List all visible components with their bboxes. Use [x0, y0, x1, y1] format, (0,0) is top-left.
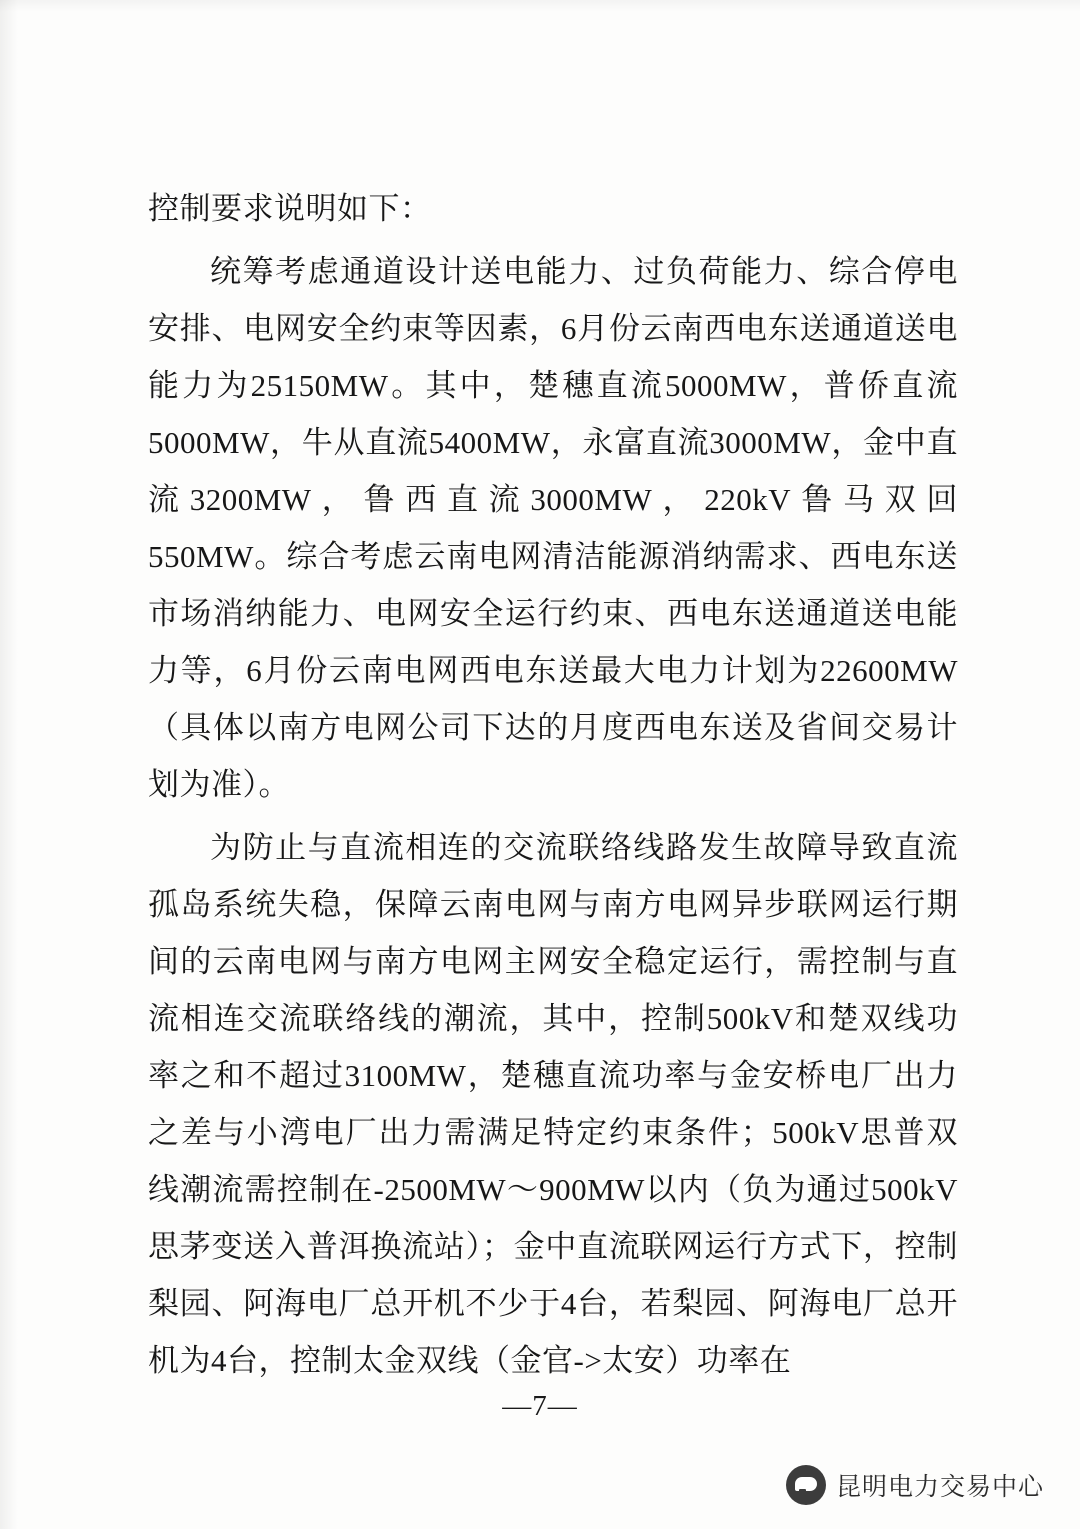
- publisher-stamp: [786, 1465, 1044, 1505]
- page-left-shadow: [0, 0, 18, 1529]
- document-body: [148, 180, 958, 1395]
- paragraph-intro: 控制要求说明如下：: [148, 191, 432, 226]
- page-number: —7—: [502, 1390, 578, 1422]
- page-top-shadow: [0, 0, 1080, 12]
- paragraph-capacity: 统筹考虑通道设计送电能力、过负荷能力、综合停电安排、电网安全约束等因素，6月份云南西电东送通道送电能力为25150MW。其中，楚穗直流5000MW，普侨直流5000MW，牛从直流5400MW，永富直流3000MW，金中直流3200MW，鲁西直流3000MW，220kV鲁马双回550MW。综合考虑云南电网清洁能源消纳需求、西电东送市场消纳能力、电网安全运行约束、西电东送通道送电能力等，6月份云南电网西电东送最大电力计划为22600MW（具体以南方电网公司下达的月度西电东送及省间交易计划为准）。: [148, 254, 958, 802]
- wechat-official-account-icon: [786, 1465, 826, 1505]
- paragraph-stability: 为防止与直流相连的交流联络线路发生故障导致直流孤岛系统失稳，保障云南电网与南方电网异步联网运行期间的云南电网与南方电网主网安全稳定运行，需控制与直流相连交流联络线的潮流，其中，控制500kV和楚双线功率之和不超过3100MW，楚穗直流功率与金安桥电厂出力之差与小湾电厂出力需满足特定约束条件；500kV思普双线潮流需控制在-2500MW～900MW以内（负为通过500kV思茅变送入普洱换流站）；金中直流联网运行方式下，控制梨园、阿海电厂总开机不少于4台，若梨园、阿海电厂总开机为4台，控制太金双线（金官->太安）功率在: [148, 830, 958, 1378]
- publisher-name: 昆明电力交易中心: [835, 1473, 1044, 1501]
